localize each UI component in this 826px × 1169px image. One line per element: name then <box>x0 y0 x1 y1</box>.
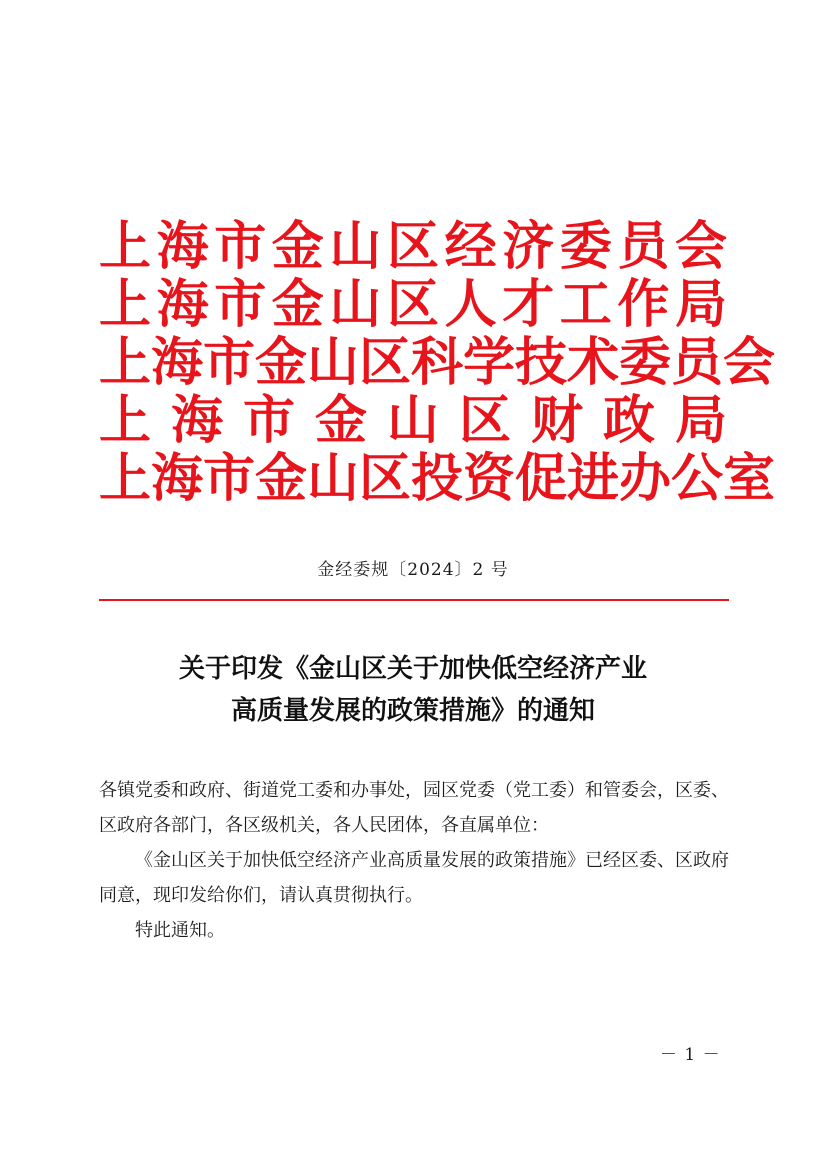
addressees: 各镇党委和政府、街道党工委和办事处，园区党委（党工委）和管委会，区委、区政府各部门，各区级机关，各人民团体，各直属单位： <box>99 780 729 836</box>
title-line-1: 关于印发《金山区关于加快低空经济产业 <box>178 654 647 684</box>
issuer-line: 上海市金山区经济委员会 <box>99 216 727 277</box>
issuer-line: 上海市金山区人才工作局 <box>99 274 727 335</box>
body-paragraph: 《金山区关于加快低空经济产业高质量发展的政策措施》已经区委、区政府同意，现印发给你们，请认真贯彻执行。 <box>99 850 729 906</box>
document-number: 金经委规〔2024〕2 号 <box>317 560 509 580</box>
closing-line: 特此通知。 <box>135 920 225 941</box>
document-title <box>0 648 826 732</box>
document-body <box>99 773 729 948</box>
issuer-header <box>99 216 776 509</box>
page-number: － 1 － <box>660 1045 721 1065</box>
issuer-line: 上海市金山区投资促进办公室 <box>99 448 776 509</box>
issuer-line: 上海市金山区财政局 <box>99 390 727 451</box>
red-divider <box>99 599 729 601</box>
issuer-line: 上海市金山区科学技术委员会 <box>99 332 776 393</box>
title-line-2: 高质量发展的政策措施》的通知 <box>230 696 595 726</box>
